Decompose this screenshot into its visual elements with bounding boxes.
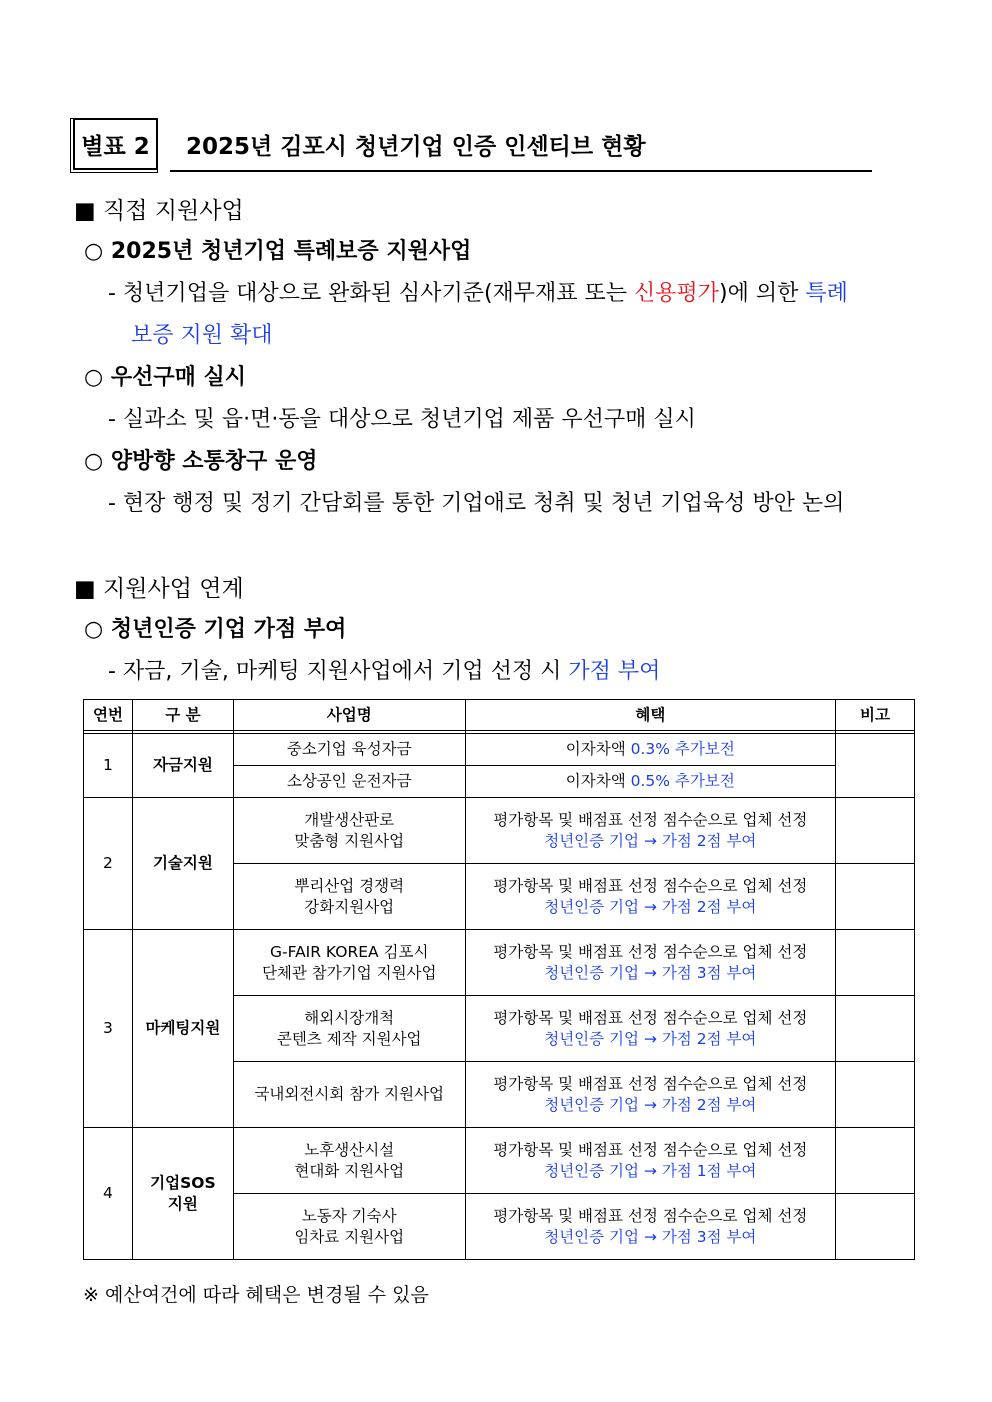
item-title-bonus: ○ 청년인증 기업 가점 부여 xyxy=(84,617,347,642)
table-row xyxy=(84,798,915,864)
item-desc-guarantee: - 청년기업을 대상으로 완화된 심사기준(재무재표 또는 신용평가)에 의한 특례 xyxy=(108,281,848,306)
item-title-guarantee: ○ 2025년 청년기업 특례보증 지원사업 xyxy=(84,239,472,264)
remark xyxy=(836,1062,915,1128)
row-no: 2 xyxy=(84,798,133,930)
row-category: 마케팅지원 xyxy=(132,930,233,1128)
row-no: 4 xyxy=(84,1128,133,1260)
col-header-no: 연번 xyxy=(84,700,133,731)
table-row xyxy=(84,734,915,766)
benefit: 평가항목 및 배점표 선정 점수순으로 업체 선정 청년인증 기업 → 가점 2점 부여 xyxy=(465,798,835,864)
section-heading-direct: ■ 직접 지원사업 xyxy=(74,198,244,224)
item-title-purchase: ○ 우선구매 실시 xyxy=(84,365,247,390)
row-category: 자금지원 xyxy=(132,734,233,798)
program-name: 노동자 기숙사 임차료 지원사업 xyxy=(233,1194,465,1260)
benefit: 평가항목 및 배점표 선정 점수순으로 업체 선정 청년인증 기업 → 가점 2점 부여 xyxy=(465,864,835,930)
remark xyxy=(836,798,915,864)
col-header-benefit: 혜택 xyxy=(465,700,835,731)
benefit: 평가항목 및 배점표 선정 점수순으로 업체 선정 청년인증 기업 → 가점 1점 부여 xyxy=(465,1128,835,1194)
col-header-program: 사업명 xyxy=(233,700,465,731)
table-row xyxy=(84,1128,915,1194)
benefit: 이자차액 0.3% 추가보전 xyxy=(465,734,835,766)
item-desc-bonus: - 자금, 기술, 마케팅 지원사업에서 기업 선정 시 가점 부여 xyxy=(108,659,661,684)
benefit: 평가항목 및 배점표 선정 점수순으로 업체 선정 청년인증 기업 → 가점 3점 부여 xyxy=(465,1194,835,1260)
row-no: 1 xyxy=(84,734,133,798)
col-header-category: 구 분 xyxy=(132,700,233,731)
row-category: 기술지원 xyxy=(132,798,233,930)
benefit: 평가항목 및 배점표 선정 점수순으로 업체 선정 청년인증 기업 → 가점 2점 부여 xyxy=(465,996,835,1062)
program-name: 국내외전시회 참가 지원사업 xyxy=(233,1062,465,1128)
item-title-communication: ○ 양방향 소통창구 운영 xyxy=(84,449,318,474)
program-name: 노후생산시설 현대화 지원사업 xyxy=(233,1128,465,1194)
section-heading-linked: ■ 지원사업 연계 xyxy=(74,576,244,602)
benefit: 평가항목 및 배점표 선정 점수순으로 업체 선정 청년인증 기업 → 가점 3점 부여 xyxy=(465,930,835,996)
incentive-table xyxy=(83,699,915,1260)
col-header-remark: 비고 xyxy=(836,700,915,731)
program-name: G-FAIR KOREA 김포시 단체관 참가기업 지원사업 xyxy=(233,930,465,996)
item-desc-purchase: - 실과소 및 읍·면·동을 대상으로 청년기업 제품 우선구매 실시 xyxy=(108,407,696,432)
row-no: 3 xyxy=(84,930,133,1128)
annex-badge: 별표 2 xyxy=(73,118,158,170)
page-title: 2025년 김포시 청년기업 인증 인센티브 현황 xyxy=(186,134,646,160)
footnote: ※ 예산여건에 따라 혜택은 변경될 수 있음 xyxy=(83,1284,429,1306)
item-desc-guarantee-line2: 보증 지원 확대 xyxy=(131,323,273,348)
remark xyxy=(836,1128,915,1194)
remark xyxy=(836,930,915,996)
program-name: 중소기업 육성자금 xyxy=(233,734,465,766)
row-category: 기업SOS 지원 xyxy=(132,1128,233,1260)
title-underline xyxy=(170,170,872,172)
program-name: 뿌리산업 경쟁력 강화지원사업 xyxy=(233,864,465,930)
remark xyxy=(836,996,915,1062)
program-name: 소상공인 운전자금 xyxy=(233,766,465,798)
program-name: 개발생산판로 맞춤형 지원사업 xyxy=(233,798,465,864)
program-name: 해외시장개척 콘텐츠 제작 지원사업 xyxy=(233,996,465,1062)
table-row xyxy=(84,930,915,996)
remark xyxy=(836,864,915,930)
table-header-row xyxy=(84,700,915,731)
item-desc-communication: - 현장 행정 및 정기 간담회를 통한 기업애로 청취 및 청년 기업육성 방안 논의 xyxy=(108,491,845,516)
benefit: 평가항목 및 배점표 선정 점수순으로 업체 선정 청년인증 기업 → 가점 2점 부여 xyxy=(465,1062,835,1128)
remark xyxy=(836,734,915,798)
remark xyxy=(836,1194,915,1260)
benefit: 이자차액 0.5% 추가보전 xyxy=(465,766,835,798)
annex-header xyxy=(70,118,872,172)
